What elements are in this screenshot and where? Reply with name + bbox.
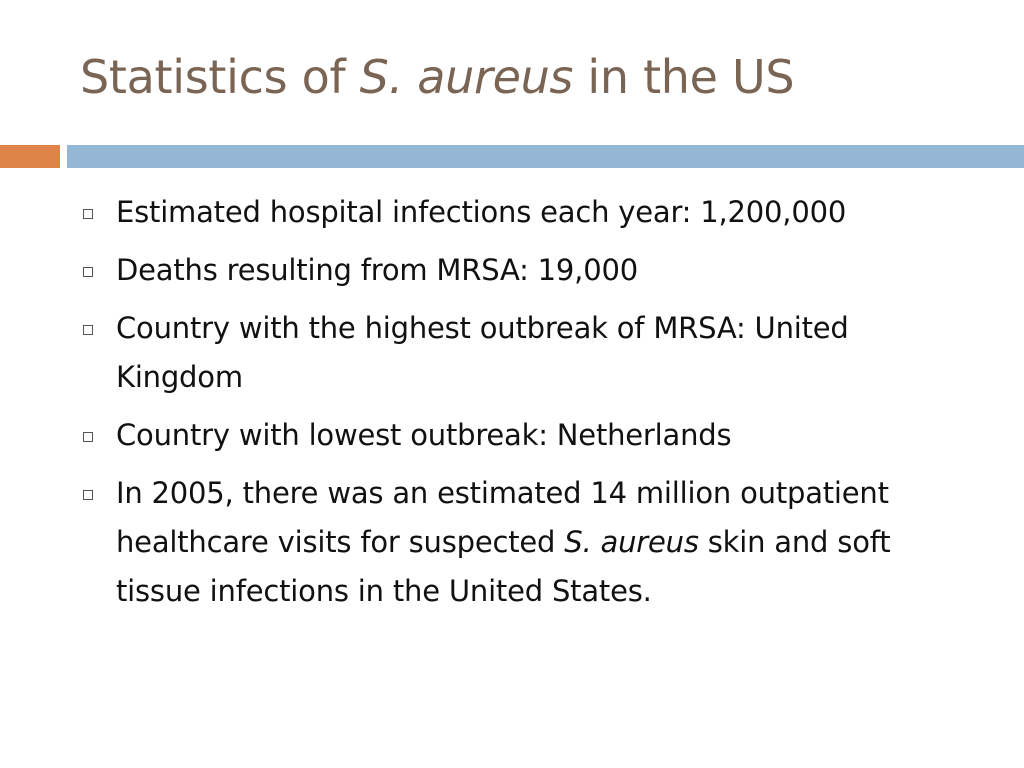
hollow-square-bullet-icon	[83, 267, 93, 277]
bullet-text-part2: skin and soft tissue infections in the United States.	[116, 525, 891, 608]
bullet-item-hospital-infections	[80, 188, 980, 237]
bullet-text: Deaths resulting from MRSA: 19,000	[116, 253, 638, 287]
hollow-square-bullet-icon	[83, 209, 93, 219]
hollow-square-bullet-icon	[83, 432, 93, 442]
accent-bar-orange	[0, 145, 60, 168]
accent-bar-blue	[67, 145, 1024, 168]
bullet-text: Country with lowest outbreak: Netherlands	[116, 418, 732, 452]
bullet-text: Country with the highest outbreak of MRSA: United Kingdom	[116, 311, 849, 394]
bullet-text-part1: In 2005, there was an estimated 14 million outpatient healthcare visits for suspected	[116, 476, 889, 559]
bullet-item-outpatient-visits	[80, 469, 980, 616]
bullet-item-highest-outbreak	[80, 304, 980, 402]
slide-title	[80, 50, 794, 105]
bullet-item-lowest-outbreak	[80, 411, 980, 460]
title-suffix: in the US	[573, 50, 795, 104]
bullet-list	[80, 188, 980, 625]
bullet-item-mrsa-deaths	[80, 246, 980, 295]
hollow-square-bullet-icon	[83, 325, 93, 335]
bullet-text-italic-species: S. aureus	[564, 525, 699, 559]
title-italic-species: S. aureus	[359, 50, 574, 104]
hollow-square-bullet-icon	[83, 490, 93, 500]
bullet-text: Estimated hospital infections each year: 1,200,000	[116, 195, 847, 229]
title-prefix: Statistics of	[80, 50, 360, 104]
